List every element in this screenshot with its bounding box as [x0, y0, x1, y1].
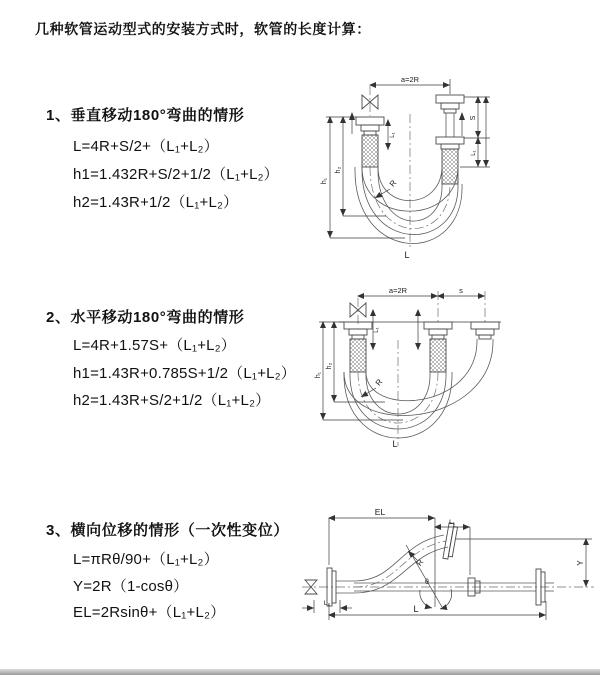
dim-label-h2: h₂: [326, 362, 333, 370]
dim-label-l2: L₂: [323, 600, 331, 607]
section-1-formula-L: L=4R+S/2+（L₁+L₂）: [73, 138, 219, 155]
section-2-formula-h1: h1=1.43R+0.785S+1/2（L₁+L₂）: [73, 365, 296, 382]
dim-label-el: EL: [374, 507, 386, 517]
radius-label: R: [387, 178, 399, 189]
scan-edge: [0, 669, 600, 675]
braided-hose-section: [350, 339, 366, 372]
section-2-formula-h2: h2=1.43R+S/2+1/2（L₁+L₂）: [73, 392, 271, 409]
section-3-heading: 3、横向位移的情形（一次性变位）: [46, 522, 289, 539]
section-2-formula-L: L=4R+1.57S+（L₁+L₂）: [73, 337, 236, 354]
braided-hose-section: [442, 149, 458, 184]
dim-label-l1: L₁: [374, 327, 380, 333]
diagram-lateral-displacement: [296, 503, 600, 651]
dim-label-h2: h₂: [335, 166, 342, 174]
section-1-heading: 1、垂直移动180°弯曲的情形: [46, 107, 245, 124]
radius-label: R: [414, 557, 426, 568]
movement-arrow: [349, 112, 355, 120]
movement-arrow: [459, 112, 465, 120]
braided-hose-section: [362, 135, 378, 167]
angle-label: θ: [425, 579, 429, 586]
braided-hose-section: [430, 339, 446, 372]
dim-label-l1-right: L₁: [471, 150, 477, 156]
section-3-formula-EL: EL=2Rsinθ+（L₁+L₂）: [73, 604, 226, 621]
dim-label-l1: L₁: [449, 519, 455, 526]
section-3-formula-Y: Y=2R（1-cosθ）: [73, 578, 189, 595]
section-1-formula-h1: h1=1.432R+S/2+1/2（L₁+L₂）: [73, 166, 279, 183]
page-title: 几种软管运动型式的安装方式时，软管的长度计算：: [35, 21, 371, 37]
length-label: L: [413, 604, 419, 614]
dim-label-l1-left: L₁: [390, 132, 396, 138]
diagram-horizontal-movement: [303, 280, 600, 452]
length-label: L: [392, 439, 398, 449]
dim-label-span: a=2R: [388, 286, 408, 295]
dim-label-span: a=2R: [400, 75, 420, 84]
dim-label-s: s: [459, 286, 463, 295]
section-3-formula-L: L=πRθ/90+（L₁+L₂）: [73, 551, 219, 568]
section-1-formula-h2: h2=1.43R+1/2（L₁+L₂）: [73, 194, 239, 211]
dim-label-y: Y: [576, 560, 585, 566]
section-2-heading: 2、水平移动180°弯曲的情形: [46, 309, 245, 326]
dim-label-h1: h₁: [321, 177, 328, 185]
radius-label: R: [373, 377, 385, 388]
dim-label-h1: h₁: [315, 371, 322, 379]
length-label: L: [404, 250, 410, 260]
diagram-vertical-movement: [310, 66, 592, 264]
dim-label-s: S: [470, 115, 477, 121]
